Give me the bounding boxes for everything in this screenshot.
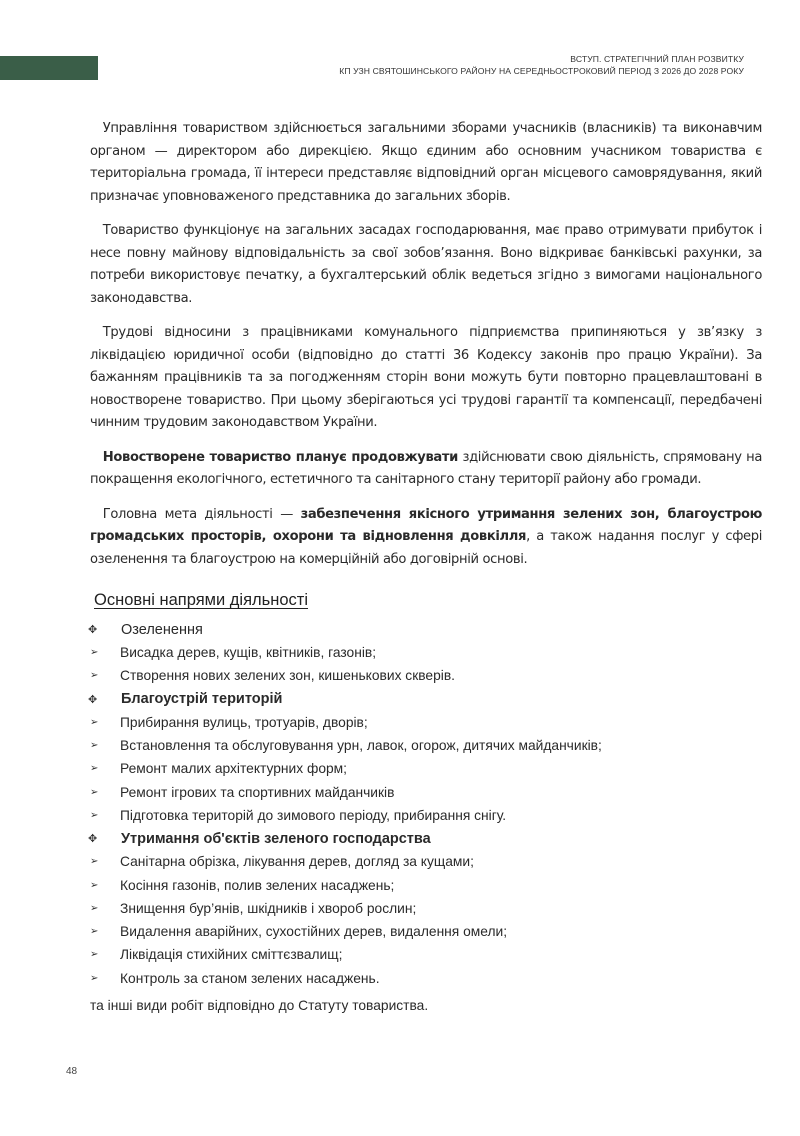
arrow-bullet-icon: ➢: [90, 902, 99, 914]
paragraph-labor-relations: Трудові відносини з працівниками комунального підприємства припиняються у зв’язку з ліквідацією юридичної особи (відповідно до статті 36 Кодексу законів про працю України). За бажанням працівників та за погодженням сторін вони можуть бути повторно працевлаштовані в новостворене товариство. При цьому зберігаються усі трудові гарантії та компенсації, передбачені чинним трудовим законодавством України.: [90, 325, 762, 430]
list-item: ➢ Прибирання вулиць, тротуарів, дворів;: [90, 714, 368, 730]
bold-phrase: забезпечення якісного утримання зелених зон, благоустрою громадських просторів, охорони та відновлення довкілля: [90, 506, 762, 544]
diamond-bullet-icon: ✥: [88, 833, 98, 846]
list-group-heading: ✥ Озеленення: [88, 621, 203, 638]
paragraph-governance: Управління товариством здійснюється загальними зборами учасників (власників) та виконавчим органом — директором або дирекцією. Якщо єдиним або основним учасником товариства є територіальна громада, її інтереси представляє відповідний орган місцевого самоврядування, який призначає уповноваженого представника до загальних зборів.: [90, 121, 762, 204]
paragraph-main-goal: Головна мета діяльності — забезпечення якісного утримання зелених зон, благоустрою громадських просторів, охорони та відновлення довкілля, а також надання послуг у сфері озеленення та благоустрою на комерційній або договірній основі.: [90, 506, 762, 567]
running-header-line-1: ВСТУП. СТРАТЕГІЧНИЙ ПЛАН РОЗВИТКУ: [570, 54, 744, 64]
arrow-bullet-icon: ➢: [90, 926, 99, 938]
arrow-bullet-icon: ➢: [90, 809, 99, 821]
arrow-bullet-icon: ➢: [90, 740, 99, 752]
closing-line: та інші види робіт відповідно до Статуту товариства.: [90, 997, 429, 1013]
list-group-heading: ✥ Утримання об'єктів зеленого господарства: [88, 830, 431, 847]
arrow-bullet-icon: ➢: [90, 856, 99, 868]
page-content: [90, 118, 762, 1017]
list-group-heading: ✥ Благоустрій територій: [88, 691, 283, 708]
list-item: ➢ Знищення бур’янів, шкідників і хвороб рослин;: [90, 900, 417, 916]
diamond-bullet-icon: ✥: [88, 624, 98, 636]
paragraph-operations: Товариство функціонує на загальних засадах господарювання, має право отримувати прибуток і несе повну майнову відповідальність за свої зобов’язання. Воно відкриває банківські рахунки, за потреби використовує печатку, а бухгалтерський облік ведеться згідно з вимогами національного законодавства.: [90, 223, 762, 306]
arrow-bullet-icon: ➢: [90, 972, 99, 984]
arrow-bullet-icon: ➢: [90, 879, 99, 891]
list-item: ➢ Косіння газонів, полив зелених насаджень;: [90, 877, 395, 893]
paragraph-plans: Новостворене товариство планує продовжувати здійснювати свою діяльність, спрямовану на покращення екологічного, естетичного та санітарного стану території району або громади.: [90, 449, 763, 487]
bold-phrase: Новостворене товариство планує продовжувати: [102, 449, 458, 465]
list-item: ➢ Санітарна обрізка, лікування дерев, догляд за кущами;: [90, 854, 474, 870]
arrow-bullet-icon: ➢: [90, 647, 99, 659]
list-item: ➢ Встановлення та обслуговування урн, лавок, огорож, дитячих майданчиків;: [90, 738, 602, 754]
list-item: ➢ Видалення аварійних, сухостійних дерев, видалення омели;: [90, 924, 508, 940]
arrow-bullet-icon: ➢: [90, 763, 99, 775]
list-item: ➢ Ремонт малих архітектурних форм;: [90, 761, 347, 777]
section-title: Основні напрями діяльності: [94, 591, 309, 609]
running-header-line-2: КП УЗН СВЯТОШИНСЬКОГО РАЙОНУ НА СЕРЕДНЬОСТРОКОВИЙ ПЕРІОД З 2026 ДО 2028 РОКУ: [339, 66, 744, 76]
list-item: ➢ Створення нових зелених зон, кишенькових скверів.: [90, 668, 455, 684]
list-item: ➢ Контроль за станом зелених насаджень.: [90, 970, 380, 986]
list-item: ➢ Підготовка територій до зимового періоду, прибирання снігу.: [90, 807, 507, 823]
diamond-bullet-icon: ✥: [88, 693, 98, 706]
activity-list: [90, 618, 762, 1017]
arrow-bullet-icon: ➢: [90, 949, 99, 961]
running-header: [339, 53, 744, 77]
page-number: 48: [66, 1066, 78, 1077]
header-accent-bar: [0, 56, 98, 80]
list-item: ➢ Висадка дерев, кущів, квітників, газонів;: [90, 645, 377, 661]
arrow-bullet-icon: ➢: [90, 670, 99, 682]
list-item: ➢ Ліквідація стихійних сміттєзвалищ;: [90, 947, 343, 963]
arrow-bullet-icon: ➢: [90, 786, 99, 798]
list-item: ➢ Ремонт ігрових та спортивних майданчиків: [90, 784, 395, 800]
arrow-bullet-icon: ➢: [90, 716, 99, 728]
